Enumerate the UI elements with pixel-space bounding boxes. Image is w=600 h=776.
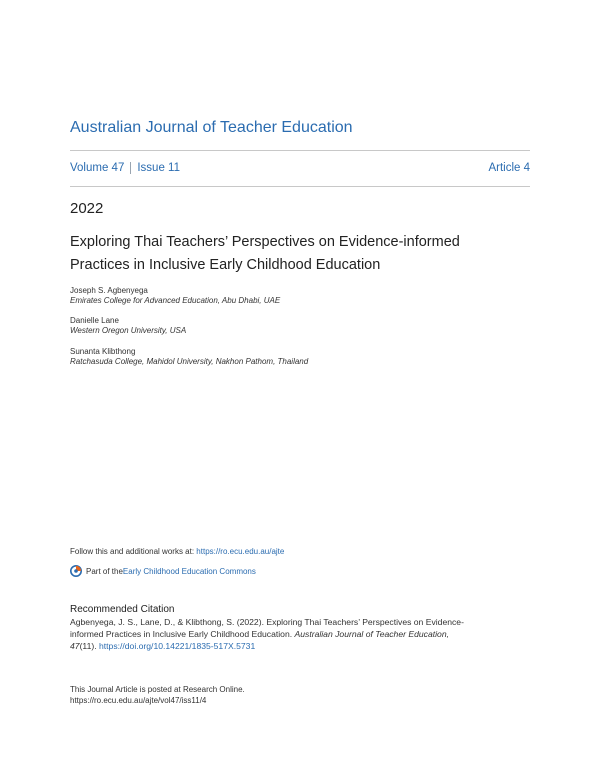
follow-link[interactable]: https://ro.ecu.edu.au/ajte bbox=[196, 547, 285, 556]
article-title bbox=[70, 231, 540, 277]
citation-issue: (11). bbox=[79, 641, 99, 652]
author-name: Sunanta Klibthong bbox=[70, 347, 136, 356]
issue-separator bbox=[130, 162, 131, 174]
article-title-line-1: Exploring Thai Teachers’ Perspectives on Evidence-informed bbox=[70, 234, 460, 250]
posted-url[interactable]: https://ro.ecu.edu.au/ajte/vol47/iss11/4 bbox=[70, 696, 207, 705]
posted-text: This Journal Article is posted at Research Online. bbox=[70, 685, 245, 694]
divider-bottom bbox=[70, 186, 530, 187]
author-block bbox=[70, 347, 308, 367]
volume-link[interactable]: Volume 47 bbox=[70, 162, 125, 174]
citation-line-1: Agbenyega, J. S., Lane, D., & Klibthong, S. (2022). Exploring Thai Teachers’ Perspectives on Evidence- bbox=[70, 617, 464, 627]
part-of-line bbox=[70, 565, 256, 577]
publication-year: 2022 bbox=[70, 200, 104, 217]
issue-link[interactable]: Issue 11 bbox=[137, 162, 180, 174]
posted-notice bbox=[70, 684, 245, 706]
author-block bbox=[70, 316, 186, 336]
citation-line-3 bbox=[70, 640, 530, 652]
citation-text: informed Practices in Inclusive Early Childhood Education. bbox=[70, 629, 295, 640]
network-icon bbox=[70, 565, 82, 577]
author-affiliation: Emirates College for Advanced Education, Abu Dhabi, UAE bbox=[70, 296, 281, 305]
commons-link[interactable]: Early Childhood Education Commons bbox=[122, 566, 256, 576]
author-name: Danielle Lane bbox=[70, 316, 119, 325]
citation-volume: 47 bbox=[70, 641, 80, 652]
follow-line bbox=[70, 547, 284, 556]
issue-row bbox=[70, 162, 530, 174]
article-number-link[interactable]: Article 4 bbox=[488, 162, 530, 174]
citation-journal: Australian Journal of Teacher Education, bbox=[294, 629, 449, 640]
author-affiliation: Western Oregon University, USA bbox=[70, 326, 187, 335]
citation-line-2 bbox=[70, 628, 530, 640]
article-title-line-2: Practices in Inclusive Early Childhood Education bbox=[70, 257, 381, 273]
citation-heading: Recommended Citation bbox=[70, 604, 175, 615]
author-block bbox=[70, 286, 280, 306]
part-of-prefix: Part of the bbox=[86, 566, 123, 576]
follow-text: Follow this and additional works at: bbox=[70, 547, 197, 556]
author-affiliation: Ratchasuda College, Mahidol University, Nakhon Pathom, Thailand bbox=[70, 357, 309, 366]
journal-title[interactable]: Australian Journal of Teacher Education bbox=[70, 119, 353, 136]
divider-top bbox=[70, 150, 530, 151]
author-name: Joseph S. Agbenyega bbox=[70, 286, 148, 295]
citation-body bbox=[70, 616, 530, 653]
doi-link[interactable]: https://doi.org/10.14221/1835-517X.5731 bbox=[98, 641, 256, 652]
